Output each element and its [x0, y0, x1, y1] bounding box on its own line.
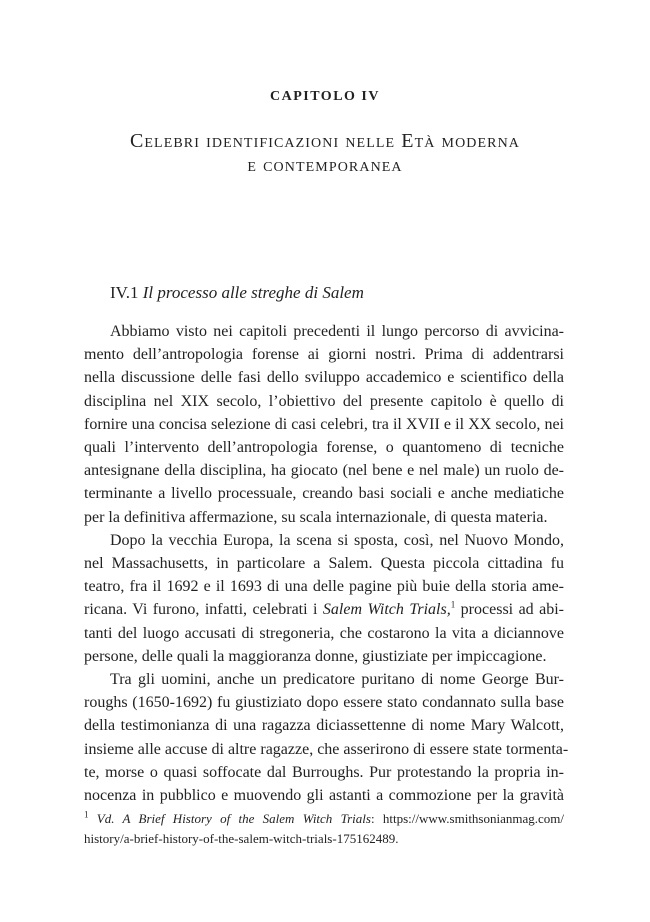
- text-segment: ricana. Vi furono, infatti, celebrati i: [84, 601, 323, 619]
- text-line: te, morse o quasi soffocate dal Burroughs. Pur protestando la propria in-: [84, 763, 564, 781]
- chapter-title-line-2: e contemporanea: [247, 154, 403, 176]
- text-line: Abbiamo visto nei capitoli precedenti il lungo percorso di avvicina-: [110, 323, 564, 340]
- text-line: nel Massachusetts, in particolare a Salem. Questa piccola cittadina fu: [84, 555, 564, 573]
- footnote: [84, 809, 564, 849]
- text-line: Dopo la vecchia Europa, la scena si sposta, così, nel Nuovo Mondo,: [110, 531, 564, 549]
- chapter-label: CAPITOLO IV: [270, 89, 380, 104]
- section-heading: [110, 283, 364, 303]
- text-line: terminante a livello processuale, creando basi sociali e anche mediatiche: [84, 485, 564, 503]
- footnote-source-title: Vd. A Brief History of the Salem Witch Trials: [96, 811, 371, 826]
- italic-title: Salem Witch Trials,: [322, 601, 451, 619]
- text-line-with-footnote-ref: [84, 598, 564, 621]
- chapter-title: [0, 129, 650, 177]
- text-line: quali l’intervento dell’antropologia forense, o quantomeno di tecniche: [84, 439, 564, 457]
- text-line: persone, delle quali la maggioranza donne, giustiziate per impiccagione.: [84, 647, 547, 665]
- text-line: teatro, fra il 1692 e il 1693 di una delle pagine più buie della storia ame-: [84, 578, 564, 596]
- text-line: antesignane della disciplina, ha giocato (nel bene e nel male) un ruolo de-: [84, 462, 564, 480]
- footnote-url-part-2[interactable]: history/a-brief-history-of-the-salem-witch-trials-175162489.: [84, 831, 399, 846]
- text-line: fornire una concisa selezione di casi celebri, tra il XVII e il XX secolo, nei: [84, 415, 564, 433]
- chapter-title-line-1: Celebri identificazioni nelle Età moderna: [129, 130, 521, 152]
- text-line: nella discussione delle fasi dello sviluppo accademico e scientifico della: [84, 369, 564, 387]
- text-line: disciplina nel XIX secolo, l’obiettivo del presente capitolo è quello di: [84, 392, 564, 410]
- text-line: mento dell’antropologia forense ai giorni nostri. Prima di addentrarsi: [84, 346, 564, 364]
- footnote-marker: 1: [84, 809, 89, 820]
- text-line: per la definitiva affermazione, su scala internazionale, di questa materia.: [84, 508, 548, 526]
- text-line: tanti del luogo accusati di stregoneria, che costarono la vita a diciannove: [84, 624, 564, 642]
- section-title: Il processo alle streghe di Salem: [142, 283, 364, 302]
- text-segment: processi ad abi-: [455, 601, 564, 619]
- text-line: nocenza in pubblico e muovendo gli astanti a commozione per la gravità: [84, 787, 564, 805]
- section-number: IV.1: [110, 283, 143, 302]
- footnote-line: [84, 809, 564, 829]
- footnote-url-part-1[interactable]: : https://www.smithsonianmag.com/: [370, 811, 564, 826]
- body-text: [84, 320, 569, 807]
- footnote-ref[interactable]: 1: [450, 600, 456, 611]
- text-line: della testimonianza di una ragazza diciassettenne di nome Mary Walcott,: [84, 717, 564, 735]
- text-line: insieme alle accuse di altre ragazze, che asserirono di essere state tormenta-: [84, 740, 569, 758]
- text-line: Tra gli uomini, anche un predicatore puritano di nome George Bur-: [110, 671, 564, 689]
- text-line: roughs (1650-1692) fu giustiziato dopo essere stato condannato sulla base: [84, 694, 564, 712]
